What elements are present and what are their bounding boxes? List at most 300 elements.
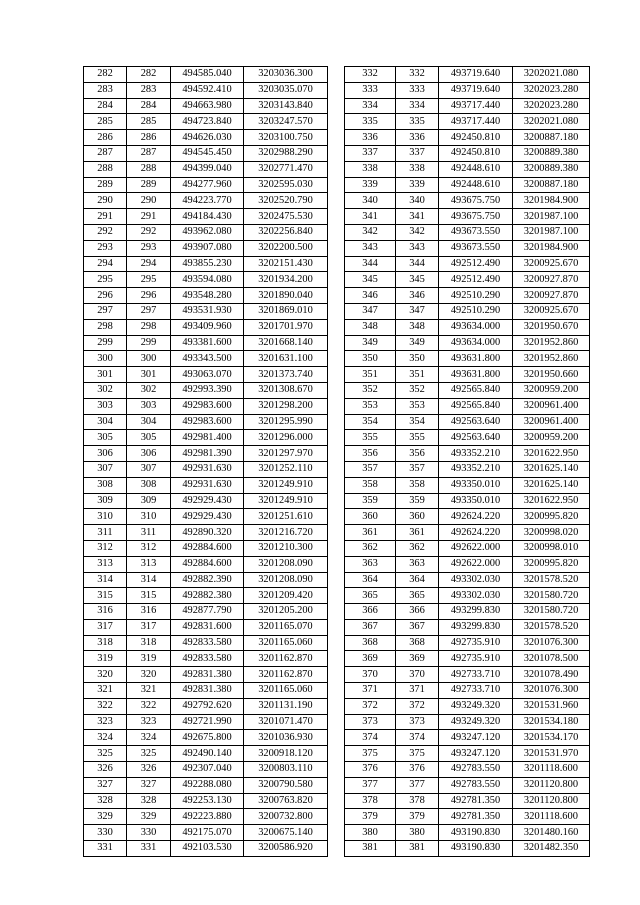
point-number-cell: 350 xyxy=(396,351,439,367)
point-id-cell: 336 xyxy=(345,130,396,146)
x-coordinate-cell: 493719.640 xyxy=(439,82,513,98)
table-row xyxy=(84,67,328,83)
x-coordinate-cell: 492565.840 xyxy=(439,398,513,414)
point-id-cell: 283 xyxy=(84,82,127,98)
point-id-cell: 293 xyxy=(84,240,127,256)
x-coordinate-cell: 492675.800 xyxy=(171,730,244,746)
y-coordinate-cell: 3201165.070 xyxy=(244,619,328,635)
point-id-cell: 356 xyxy=(345,446,396,462)
point-id-cell: 349 xyxy=(345,335,396,351)
table-row xyxy=(345,161,590,177)
point-id-cell: 285 xyxy=(84,114,127,130)
table-row xyxy=(345,82,590,98)
x-coordinate-cell: 493350.010 xyxy=(439,493,513,509)
x-coordinate-cell: 493962.080 xyxy=(171,224,244,240)
table-row xyxy=(345,272,590,288)
x-coordinate-cell: 493350.010 xyxy=(439,477,513,493)
point-number-cell: 353 xyxy=(396,398,439,414)
x-coordinate-cell: 492831.380 xyxy=(171,667,244,683)
point-id-cell: 290 xyxy=(84,193,127,209)
x-coordinate-cell: 492253.130 xyxy=(171,793,244,809)
point-number-cell: 305 xyxy=(127,430,171,446)
point-number-cell: 357 xyxy=(396,461,439,477)
y-coordinate-cell: 3201480.160 xyxy=(513,825,590,841)
x-coordinate-cell: 492735.910 xyxy=(439,635,513,651)
x-coordinate-cell: 492931.630 xyxy=(171,477,244,493)
table-row xyxy=(345,825,590,841)
table-row xyxy=(84,477,328,493)
y-coordinate-cell: 3200790.580 xyxy=(244,777,328,793)
x-coordinate-cell: 493343.500 xyxy=(171,351,244,367)
table-row xyxy=(84,777,328,793)
point-id-cell: 370 xyxy=(345,667,396,683)
point-number-cell: 366 xyxy=(396,604,439,620)
table-row xyxy=(84,145,328,161)
point-id-cell: 343 xyxy=(345,240,396,256)
point-id-cell: 375 xyxy=(345,746,396,762)
y-coordinate-cell: 3201249.910 xyxy=(244,493,328,509)
y-coordinate-cell: 3200995.820 xyxy=(513,509,590,525)
table-row xyxy=(84,493,328,509)
y-coordinate-cell: 3201209.420 xyxy=(244,588,328,604)
x-coordinate-cell: 492490.140 xyxy=(171,746,244,762)
table-row xyxy=(345,177,590,193)
point-id-cell: 354 xyxy=(345,414,396,430)
table-row xyxy=(345,145,590,161)
point-id-cell: 308 xyxy=(84,477,127,493)
point-number-cell: 355 xyxy=(396,430,439,446)
y-coordinate-cell: 3200889.380 xyxy=(513,145,590,161)
table-row xyxy=(345,635,590,651)
y-coordinate-cell: 3200586.920 xyxy=(244,841,328,857)
x-coordinate-cell: 493299.830 xyxy=(439,619,513,635)
x-coordinate-cell: 494184.430 xyxy=(171,209,244,225)
y-coordinate-cell: 3201071.470 xyxy=(244,714,328,730)
point-number-cell: 370 xyxy=(396,667,439,683)
table-row xyxy=(84,604,328,620)
x-coordinate-cell: 494277.960 xyxy=(171,177,244,193)
point-id-cell: 342 xyxy=(345,224,396,240)
table-row xyxy=(84,209,328,225)
point-id-cell: 295 xyxy=(84,272,127,288)
point-number-cell: 319 xyxy=(127,651,171,667)
x-coordinate-cell: 492565.840 xyxy=(439,382,513,398)
point-id-cell: 341 xyxy=(345,209,396,225)
y-coordinate-cell: 3202771.470 xyxy=(244,161,328,177)
y-coordinate-cell: 3200961.400 xyxy=(513,414,590,430)
x-coordinate-cell: 492448.610 xyxy=(439,161,513,177)
y-coordinate-cell: 3201625.140 xyxy=(513,477,590,493)
x-coordinate-cell: 493381.600 xyxy=(171,335,244,351)
y-coordinate-cell: 3202475.530 xyxy=(244,209,328,225)
x-coordinate-cell: 492624.220 xyxy=(439,525,513,541)
table-row xyxy=(84,730,328,746)
x-coordinate-cell: 492877.790 xyxy=(171,604,244,620)
table-row xyxy=(345,525,590,541)
point-number-cell: 318 xyxy=(127,635,171,651)
point-number-cell: 306 xyxy=(127,446,171,462)
point-id-cell: 377 xyxy=(345,777,396,793)
x-coordinate-cell: 493247.120 xyxy=(439,746,513,762)
x-coordinate-cell: 493855.230 xyxy=(171,256,244,272)
table-row xyxy=(345,509,590,525)
point-number-cell: 367 xyxy=(396,619,439,635)
x-coordinate-cell: 492512.490 xyxy=(439,256,513,272)
point-number-cell: 363 xyxy=(396,556,439,572)
table-row xyxy=(84,556,328,572)
point-number-cell: 369 xyxy=(396,651,439,667)
y-coordinate-cell: 3201165.060 xyxy=(244,635,328,651)
point-number-cell: 316 xyxy=(127,604,171,620)
y-coordinate-cell: 3201534.180 xyxy=(513,714,590,730)
point-id-cell: 317 xyxy=(84,619,127,635)
table-row xyxy=(345,367,590,383)
x-coordinate-cell: 492783.550 xyxy=(439,777,513,793)
x-coordinate-cell: 493673.550 xyxy=(439,224,513,240)
point-number-cell: 328 xyxy=(127,793,171,809)
x-coordinate-cell: 493548.280 xyxy=(171,288,244,304)
table-row xyxy=(345,382,590,398)
y-coordinate-cell: 3200803.110 xyxy=(244,762,328,778)
y-coordinate-cell: 3201308.670 xyxy=(244,382,328,398)
x-coordinate-cell: 492833.580 xyxy=(171,635,244,651)
point-id-cell: 321 xyxy=(84,683,127,699)
point-number-cell: 337 xyxy=(396,145,439,161)
x-coordinate-cell: 493675.750 xyxy=(439,209,513,225)
y-coordinate-cell: 3200927.870 xyxy=(513,272,590,288)
point-id-cell: 284 xyxy=(84,98,127,114)
y-coordinate-cell: 3201078.490 xyxy=(513,667,590,683)
table-row xyxy=(84,793,328,809)
point-number-cell: 374 xyxy=(396,730,439,746)
point-id-cell: 369 xyxy=(345,651,396,667)
x-coordinate-cell: 492448.610 xyxy=(439,177,513,193)
table-row xyxy=(84,256,328,272)
point-number-cell: 284 xyxy=(127,98,171,114)
point-number-cell: 312 xyxy=(127,540,171,556)
table-row xyxy=(84,635,328,651)
y-coordinate-cell: 3200925.670 xyxy=(513,303,590,319)
y-coordinate-cell: 3202595.030 xyxy=(244,177,328,193)
table-row xyxy=(345,698,590,714)
point-number-cell: 371 xyxy=(396,683,439,699)
point-id-cell: 300 xyxy=(84,351,127,367)
x-coordinate-cell: 492288.080 xyxy=(171,777,244,793)
point-id-cell: 376 xyxy=(345,762,396,778)
point-number-cell: 297 xyxy=(127,303,171,319)
point-id-cell: 347 xyxy=(345,303,396,319)
y-coordinate-cell: 3201216.720 xyxy=(244,525,328,541)
point-number-cell: 342 xyxy=(396,224,439,240)
table-row xyxy=(345,303,590,319)
table-row xyxy=(345,114,590,130)
x-coordinate-cell: 492563.640 xyxy=(439,414,513,430)
x-coordinate-cell: 493249.320 xyxy=(439,714,513,730)
y-coordinate-cell: 3200889.380 xyxy=(513,161,590,177)
x-coordinate-cell: 492884.600 xyxy=(171,556,244,572)
point-number-cell: 286 xyxy=(127,130,171,146)
y-coordinate-cell: 3201373.740 xyxy=(244,367,328,383)
x-coordinate-cell: 492929.430 xyxy=(171,493,244,509)
point-number-cell: 313 xyxy=(127,556,171,572)
table-row xyxy=(345,224,590,240)
point-id-cell: 307 xyxy=(84,461,127,477)
point-number-cell: 283 xyxy=(127,82,171,98)
table-row xyxy=(84,335,328,351)
point-id-cell: 358 xyxy=(345,477,396,493)
point-number-cell: 351 xyxy=(396,367,439,383)
point-id-cell: 298 xyxy=(84,319,127,335)
x-coordinate-cell: 493531.930 xyxy=(171,303,244,319)
x-coordinate-cell: 493675.750 xyxy=(439,193,513,209)
point-id-cell: 320 xyxy=(84,667,127,683)
point-id-cell: 374 xyxy=(345,730,396,746)
table-row xyxy=(345,288,590,304)
point-number-cell: 356 xyxy=(396,446,439,462)
point-number-cell: 379 xyxy=(396,809,439,825)
point-id-cell: 330 xyxy=(84,825,127,841)
x-coordinate-cell: 493634.000 xyxy=(439,319,513,335)
point-id-cell: 329 xyxy=(84,809,127,825)
y-coordinate-cell: 3201578.520 xyxy=(513,619,590,635)
point-id-cell: 306 xyxy=(84,446,127,462)
x-coordinate-cell: 492981.400 xyxy=(171,430,244,446)
point-id-cell: 313 xyxy=(84,556,127,572)
point-number-cell: 285 xyxy=(127,114,171,130)
y-coordinate-cell: 3201120.800 xyxy=(513,777,590,793)
point-number-cell: 322 xyxy=(127,698,171,714)
y-coordinate-cell: 3202021.080 xyxy=(513,114,590,130)
point-number-cell: 331 xyxy=(127,841,171,857)
y-coordinate-cell: 3200998.020 xyxy=(513,525,590,541)
point-id-cell: 327 xyxy=(84,777,127,793)
table-row xyxy=(84,540,328,556)
x-coordinate-cell: 493299.830 xyxy=(439,604,513,620)
point-number-cell: 349 xyxy=(396,335,439,351)
point-id-cell: 288 xyxy=(84,161,127,177)
y-coordinate-cell: 3200918.120 xyxy=(244,746,328,762)
y-coordinate-cell: 3201251.610 xyxy=(244,509,328,525)
table-row xyxy=(345,683,590,699)
point-id-cell: 378 xyxy=(345,793,396,809)
table-row xyxy=(345,762,590,778)
point-id-cell: 286 xyxy=(84,130,127,146)
point-id-cell: 367 xyxy=(345,619,396,635)
point-id-cell: 323 xyxy=(84,714,127,730)
point-number-cell: 293 xyxy=(127,240,171,256)
y-coordinate-cell: 3201987.100 xyxy=(513,209,590,225)
x-coordinate-cell: 493719.640 xyxy=(439,67,513,83)
y-coordinate-cell: 3201890.040 xyxy=(244,288,328,304)
table-row xyxy=(345,398,590,414)
point-number-cell: 377 xyxy=(396,777,439,793)
y-coordinate-cell: 3202023.280 xyxy=(513,82,590,98)
x-coordinate-cell: 493352.210 xyxy=(439,446,513,462)
point-number-cell: 333 xyxy=(396,82,439,98)
table-row xyxy=(345,746,590,762)
y-coordinate-cell: 3201165.060 xyxy=(244,683,328,699)
x-coordinate-cell: 492931.630 xyxy=(171,461,244,477)
y-coordinate-cell: 3201984.900 xyxy=(513,193,590,209)
table-row xyxy=(84,82,328,98)
x-coordinate-cell: 492781.350 xyxy=(439,793,513,809)
point-id-cell: 359 xyxy=(345,493,396,509)
table-row xyxy=(84,177,328,193)
x-coordinate-cell: 492735.910 xyxy=(439,651,513,667)
table-row xyxy=(84,272,328,288)
point-id-cell: 322 xyxy=(84,698,127,714)
y-coordinate-cell: 3200998.010 xyxy=(513,540,590,556)
coordinate-table-left-body xyxy=(84,67,328,857)
point-number-cell: 300 xyxy=(127,351,171,367)
table-row xyxy=(84,114,328,130)
point-id-cell: 332 xyxy=(345,67,396,83)
point-id-cell: 357 xyxy=(345,461,396,477)
table-row xyxy=(84,193,328,209)
point-number-cell: 324 xyxy=(127,730,171,746)
x-coordinate-cell: 492890.320 xyxy=(171,525,244,541)
table-row xyxy=(84,224,328,240)
x-coordinate-cell: 492512.490 xyxy=(439,272,513,288)
table-row xyxy=(345,335,590,351)
table-row xyxy=(345,193,590,209)
y-coordinate-cell: 3200927.870 xyxy=(513,288,590,304)
y-coordinate-cell: 3201249.910 xyxy=(244,477,328,493)
table-row xyxy=(345,714,590,730)
point-id-cell: 352 xyxy=(345,382,396,398)
x-coordinate-cell: 494545.450 xyxy=(171,145,244,161)
y-coordinate-cell: 3201482.350 xyxy=(513,841,590,857)
table-row xyxy=(84,525,328,541)
point-id-cell: 328 xyxy=(84,793,127,809)
point-number-cell: 299 xyxy=(127,335,171,351)
point-id-cell: 360 xyxy=(345,509,396,525)
table-row xyxy=(84,698,328,714)
point-id-cell: 333 xyxy=(345,82,396,98)
point-number-cell: 345 xyxy=(396,272,439,288)
x-coordinate-cell: 492833.580 xyxy=(171,651,244,667)
x-coordinate-cell: 493302.030 xyxy=(439,588,513,604)
table-row xyxy=(84,461,328,477)
point-id-cell: 372 xyxy=(345,698,396,714)
point-number-cell: 376 xyxy=(396,762,439,778)
point-id-cell: 297 xyxy=(84,303,127,319)
x-coordinate-cell: 492721.990 xyxy=(171,714,244,730)
y-coordinate-cell: 3201162.870 xyxy=(244,651,328,667)
point-number-cell: 321 xyxy=(127,683,171,699)
point-number-cell: 359 xyxy=(396,493,439,509)
table-row xyxy=(84,714,328,730)
point-id-cell: 335 xyxy=(345,114,396,130)
y-coordinate-cell: 3200675.140 xyxy=(244,825,328,841)
table-row xyxy=(84,683,328,699)
y-coordinate-cell: 3201078.500 xyxy=(513,651,590,667)
x-coordinate-cell: 494592.410 xyxy=(171,82,244,98)
point-number-cell: 358 xyxy=(396,477,439,493)
point-number-cell: 340 xyxy=(396,193,439,209)
point-number-cell: 336 xyxy=(396,130,439,146)
y-coordinate-cell: 3201622.950 xyxy=(513,493,590,509)
table-row xyxy=(345,430,590,446)
point-number-cell: 303 xyxy=(127,398,171,414)
point-number-cell: 335 xyxy=(396,114,439,130)
point-id-cell: 312 xyxy=(84,540,127,556)
x-coordinate-cell: 493190.830 xyxy=(439,825,513,841)
y-coordinate-cell: 3202256.840 xyxy=(244,224,328,240)
y-coordinate-cell: 3201578.520 xyxy=(513,572,590,588)
x-coordinate-cell: 492831.600 xyxy=(171,619,244,635)
x-coordinate-cell: 493594.080 xyxy=(171,272,244,288)
point-id-cell: 302 xyxy=(84,382,127,398)
y-coordinate-cell: 3202151.430 xyxy=(244,256,328,272)
x-coordinate-cell: 493190.830 xyxy=(439,841,513,857)
table-row xyxy=(84,367,328,383)
y-coordinate-cell: 3201297.970 xyxy=(244,446,328,462)
table-row xyxy=(84,319,328,335)
point-number-cell: 308 xyxy=(127,477,171,493)
point-number-cell: 326 xyxy=(127,762,171,778)
x-coordinate-cell: 492981.390 xyxy=(171,446,244,462)
point-id-cell: 326 xyxy=(84,762,127,778)
x-coordinate-cell: 494399.040 xyxy=(171,161,244,177)
y-coordinate-cell: 3200961.400 xyxy=(513,398,590,414)
table-row xyxy=(84,588,328,604)
point-id-cell: 361 xyxy=(345,525,396,541)
y-coordinate-cell: 3200887.180 xyxy=(513,130,590,146)
table-row xyxy=(345,98,590,114)
y-coordinate-cell: 3202200.500 xyxy=(244,240,328,256)
x-coordinate-cell: 493631.800 xyxy=(439,351,513,367)
table-row xyxy=(84,619,328,635)
x-coordinate-cell: 492510.290 xyxy=(439,288,513,304)
y-coordinate-cell: 3202520.790 xyxy=(244,193,328,209)
table-row xyxy=(84,667,328,683)
table-row xyxy=(345,572,590,588)
point-number-cell: 334 xyxy=(396,98,439,114)
y-coordinate-cell: 3201036.930 xyxy=(244,730,328,746)
y-coordinate-cell: 3201295.990 xyxy=(244,414,328,430)
point-id-cell: 305 xyxy=(84,430,127,446)
table-row xyxy=(345,319,590,335)
table-row xyxy=(345,256,590,272)
point-id-cell: 301 xyxy=(84,367,127,383)
point-id-cell: 282 xyxy=(84,67,127,83)
point-id-cell: 371 xyxy=(345,683,396,699)
point-number-cell: 368 xyxy=(396,635,439,651)
y-coordinate-cell: 3201076.300 xyxy=(513,635,590,651)
point-number-cell: 344 xyxy=(396,256,439,272)
table-row xyxy=(84,509,328,525)
x-coordinate-cell: 492792.620 xyxy=(171,698,244,714)
point-id-cell: 344 xyxy=(345,256,396,272)
y-coordinate-cell: 3200763.820 xyxy=(244,793,328,809)
x-coordinate-cell: 492622.000 xyxy=(439,556,513,572)
point-number-cell: 301 xyxy=(127,367,171,383)
y-coordinate-cell: 3200959.200 xyxy=(513,430,590,446)
y-coordinate-cell: 3202023.280 xyxy=(513,98,590,114)
x-coordinate-cell: 493302.030 xyxy=(439,572,513,588)
y-coordinate-cell: 3201131.190 xyxy=(244,698,328,714)
table-row xyxy=(84,382,328,398)
y-coordinate-cell: 3201950.660 xyxy=(513,367,590,383)
point-number-cell: 288 xyxy=(127,161,171,177)
point-id-cell: 379 xyxy=(345,809,396,825)
table-row xyxy=(345,477,590,493)
table-row xyxy=(345,604,590,620)
point-id-cell: 345 xyxy=(345,272,396,288)
point-number-cell: 317 xyxy=(127,619,171,635)
table-row xyxy=(84,809,328,825)
